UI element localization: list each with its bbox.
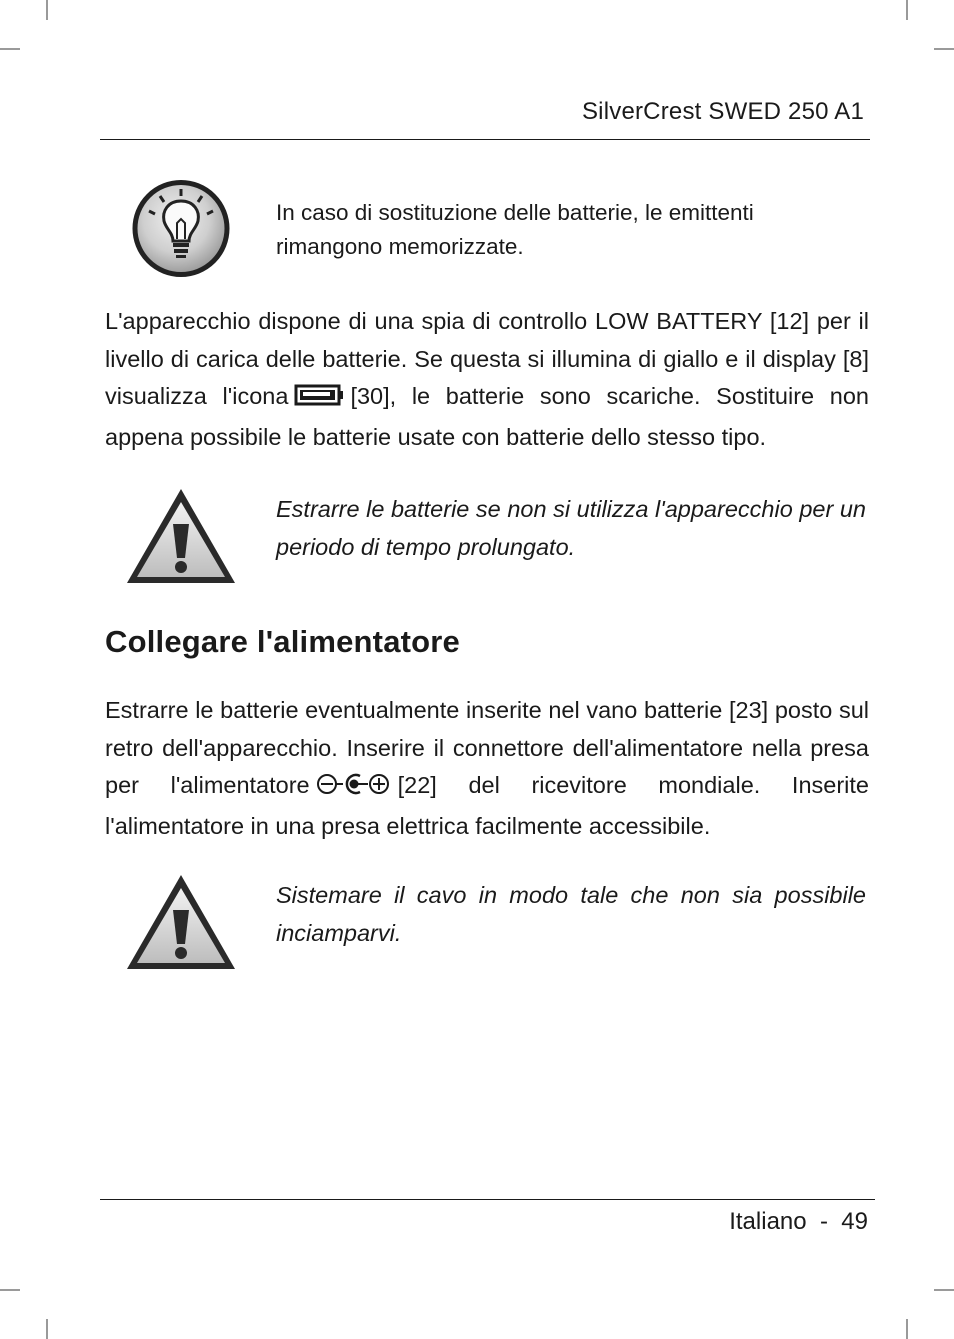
lightbulb-icon <box>132 179 230 283</box>
crop-mark <box>906 1319 908 1339</box>
warning-note-text-1: Estrarre le batterie se non si utilizza l'apparecchio per un periodo di tempo prolungato. <box>276 496 866 560</box>
crop-mark <box>46 0 48 20</box>
crop-mark <box>0 1289 20 1291</box>
page-header-title: SilverCrest SWED 250 A1 <box>581 98 864 125</box>
header-rule <box>100 139 870 140</box>
tip-note-text: In caso di sostituzione delle batterie, le emittenti rimangono memorizzate. <box>276 200 754 259</box>
power-paragraph <box>105 692 869 845</box>
crop-mark <box>934 1289 954 1291</box>
polarity-symbol-icon <box>316 770 392 808</box>
battery-paragraph-text-2: [30], le batterie sono scariche. Sostituire non appena possibile le batterie usate con batterie dello stesso tipo. <box>105 383 869 450</box>
power-paragraph-text-2: [22] del ricevitore mondiale. Inserite l'alimentatore in una presa elettrica facilmente accessibile. <box>105 772 869 839</box>
battery-low-icon <box>294 381 344 419</box>
battery-paragraph-text-1: L'apparecchio dispone di una spia di controllo LOW BATTERY [12] per il livello di carica delle batterie. Se questa si illumina di giallo e il display [8] visualizza l'icona <box>105 308 869 409</box>
crop-mark <box>46 1319 48 1339</box>
warning-note-text-2: Sistemare il cavo in modo tale che non sia possibile inciamparvi. <box>276 882 866 946</box>
footer-language: Italiano <box>729 1208 807 1235</box>
page-footer <box>729 1208 868 1236</box>
warning-triangle-icon <box>124 872 238 977</box>
section-heading: Collegare l'alimentatore <box>105 624 461 659</box>
footer-rule <box>100 1199 875 1200</box>
crop-mark <box>934 48 954 50</box>
footer-separator: - <box>819 1208 828 1235</box>
crop-mark <box>906 0 908 20</box>
warning-triangle-icon <box>124 486 238 591</box>
crop-mark <box>0 48 20 50</box>
battery-paragraph <box>105 303 869 456</box>
page-number: 49 <box>841 1208 868 1235</box>
power-paragraph-text-1: Estrarre le batterie eventualmente inserite nel vano batterie [23] posto sul retro dell'apparecchio. Inserire il connettore dell'alimentatore nella presa per l'alimentatore <box>105 697 869 798</box>
